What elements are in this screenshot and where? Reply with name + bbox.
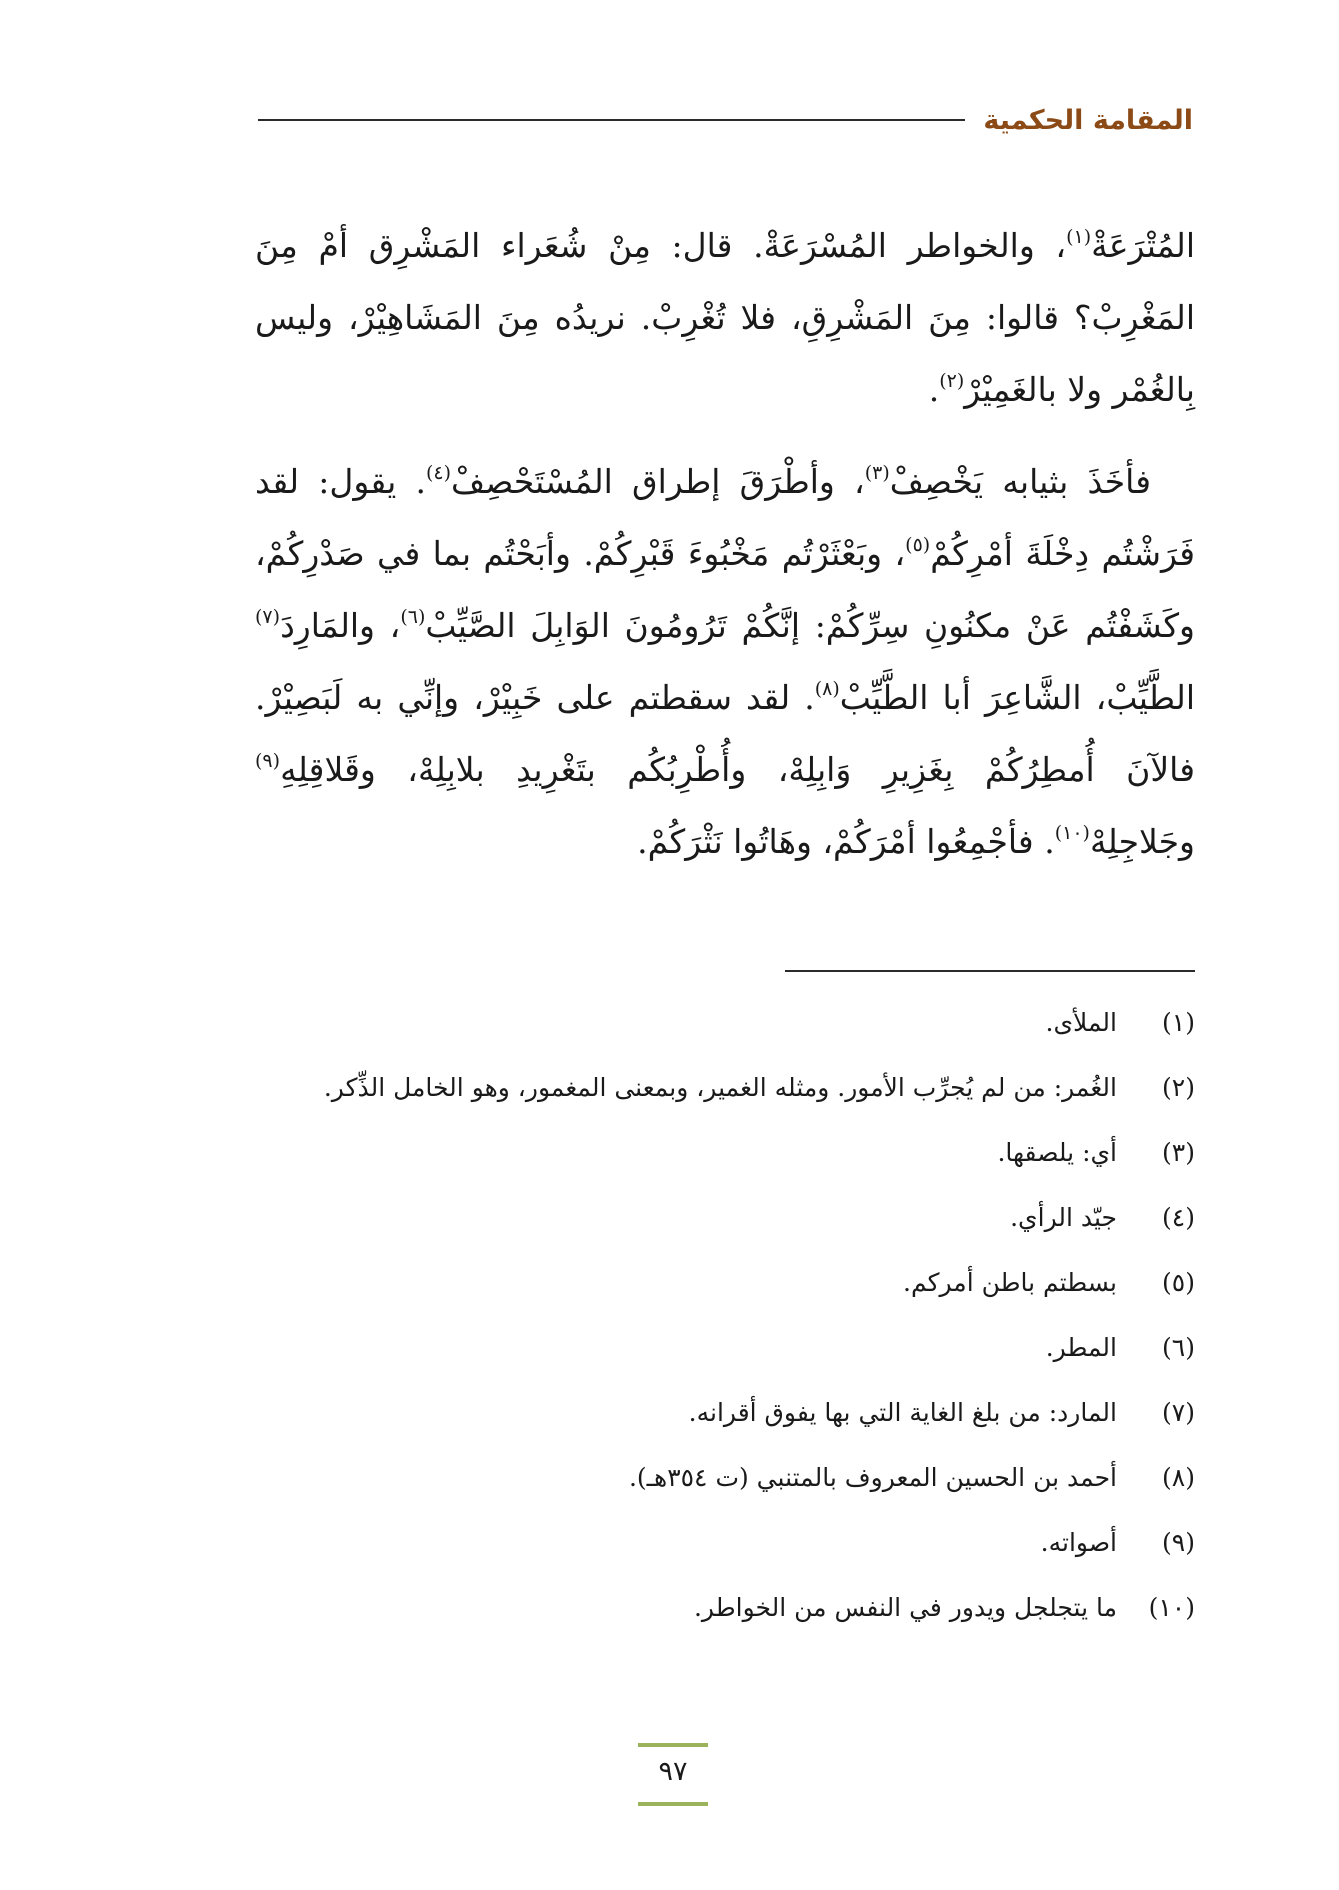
footnote-text: الغُمر: من لم يُجرِّب الأمور. ومثله الغمير، وبمعنى المغمور، وهو الخامل الذِّكر. bbox=[323, 1073, 1117, 1102]
footnote-ref-4: (٤) bbox=[425, 462, 452, 484]
footnote-separator bbox=[785, 970, 1195, 972]
paragraph-2-text: ، والمَارِدَ bbox=[280, 606, 401, 645]
paragraph-2 bbox=[255, 446, 1195, 878]
paragraph-2-text: . يقول: لقد فَرَشْتُم دِخْلَةَ أمْرِكُمْ bbox=[255, 462, 1195, 573]
footnote-text: بسطتم باطن أمركم. bbox=[903, 1268, 1117, 1297]
footnote-ref-1: (١) bbox=[1066, 226, 1092, 248]
running-header bbox=[258, 100, 1193, 140]
footnote-number: (١) bbox=[1162, 1008, 1195, 1037]
footnote-number: (١٠) bbox=[1148, 1593, 1195, 1622]
footnote-text: المطر. bbox=[1045, 1333, 1117, 1362]
footnote-ref-6: (٦) bbox=[400, 606, 426, 628]
footnote-item bbox=[250, 1390, 1195, 1435]
footnote-number: (٧) bbox=[1162, 1398, 1195, 1427]
main-text bbox=[255, 210, 1195, 898]
footnote-text: أصواته. bbox=[1040, 1528, 1117, 1557]
footnote-ref-3: (٣) bbox=[864, 462, 890, 484]
footnote-text: أي: يلصقها. bbox=[997, 1138, 1117, 1167]
paragraph-1-text: ، والخواطر المُسْرَعَةْ. قال: مِنْ شُعَراء المَشْرِق أمْ مِنَ المَغْرِبْ؟ قالوا: مِنَ المَشْرِقِ، فلا تُغْرِبْ. نريدُه مِنَ المَشَاهِيْرْ، وليس بِالغُمْر ولا بالغَمِيْرْ bbox=[255, 226, 1195, 409]
footnote-number: (٣) bbox=[1162, 1138, 1195, 1167]
footnote-text: أحمد بن الحسين المعروف بالمتنبي (ت ٣٥٤هـ). bbox=[628, 1463, 1117, 1492]
footnote-text: المارد: من بلغ الغاية التي بها يفوق أقرانه. bbox=[688, 1398, 1117, 1427]
footnote-text: جيّد الرأي. bbox=[1010, 1203, 1117, 1232]
footnote-ref-8: (٨) bbox=[814, 678, 840, 700]
footnote-text: ما يتجلجل ويدور في النفس من الخواطر. bbox=[693, 1593, 1117, 1622]
footnote-ref-2: (٢) bbox=[939, 370, 965, 392]
paragraph-2-text: ، وبَعْثَرْتُم مَخْبُوءَ قَبْرِكُمْ. وأبَحْتُم بما في صَدْرِكُمْ، وكَشَفْتُم عَنْ مكنُونِ سِرِّكُمْ: إنَّكُمْ تَرُومُونَ الوَابِلَ الصَّيِّبْ bbox=[255, 534, 1195, 645]
footnote-number: (٨) bbox=[1162, 1463, 1195, 1492]
footnote-number: (٤) bbox=[1162, 1203, 1195, 1232]
paragraph-2-text: ، وأطْرَقَ إطراق المُسْتَحْصِفْ bbox=[451, 462, 865, 501]
footnote-item bbox=[250, 1520, 1195, 1565]
footnote-item bbox=[250, 1260, 1195, 1305]
footnote-item bbox=[250, 1130, 1195, 1175]
footnote-item bbox=[250, 1455, 1195, 1500]
footnote-number: (٦) bbox=[1162, 1333, 1195, 1362]
footnote-number: (٥) bbox=[1162, 1268, 1195, 1297]
paragraph-1 bbox=[255, 210, 1195, 426]
page-number-bottom-bar bbox=[638, 1802, 708, 1806]
paragraph-2-text: فأخَذَ بثيابه يَخْصِفْ bbox=[889, 462, 1152, 501]
running-header-title: المقامة الحكمية bbox=[983, 104, 1193, 136]
footnote-text: الملأى. bbox=[1045, 1008, 1117, 1037]
footnotes bbox=[250, 1000, 1195, 1650]
footnote-item bbox=[250, 1065, 1195, 1110]
paragraph-2-text: . لقد سقطتم على خَبِيْرْ، وإنِّي به لَبَصِيْرْ. فالآنَ أُمطِرُكُمْ بِغَزِيرِ وَابِلِهْ، وأُطْرِبُكُم بتَغْرِيدِ بلابِلِهْ، وقَلاقِلِهِ bbox=[255, 678, 1195, 789]
paragraph-2-text: وجَلاجِلِهْ bbox=[1089, 822, 1195, 861]
page-number: ٩٧ bbox=[658, 1756, 688, 1787]
footnote-ref-9: (٩) bbox=[255, 750, 281, 772]
footnote-item bbox=[250, 1325, 1195, 1370]
page-number-block bbox=[638, 1743, 708, 1806]
footnote-item bbox=[250, 1195, 1195, 1240]
paragraph-1-text: المُتْرَعَةْ bbox=[1091, 226, 1195, 265]
paragraph-2-text: . فأجْمِعُوا أمْرَكُمْ، وهَاتُوا نَثْرَكُمْ. bbox=[637, 822, 1055, 861]
footnote-number: (٩) bbox=[1162, 1528, 1195, 1557]
footnote-number: (٢) bbox=[1162, 1073, 1195, 1102]
footnote-ref-7: (٧) bbox=[255, 606, 281, 628]
footnote-item bbox=[250, 1000, 1195, 1045]
paragraph-1-text: . bbox=[928, 370, 940, 409]
footnote-ref-5: (٥) bbox=[905, 534, 931, 556]
header-rule bbox=[258, 119, 965, 121]
footnote-ref-10: (١٠) bbox=[1054, 822, 1090, 844]
footnote-item bbox=[250, 1585, 1195, 1630]
paragraph-2-text: الطَّيِّبْ، الشَّاعِرَ أبا الطَّيِّبْ bbox=[839, 678, 1195, 717]
